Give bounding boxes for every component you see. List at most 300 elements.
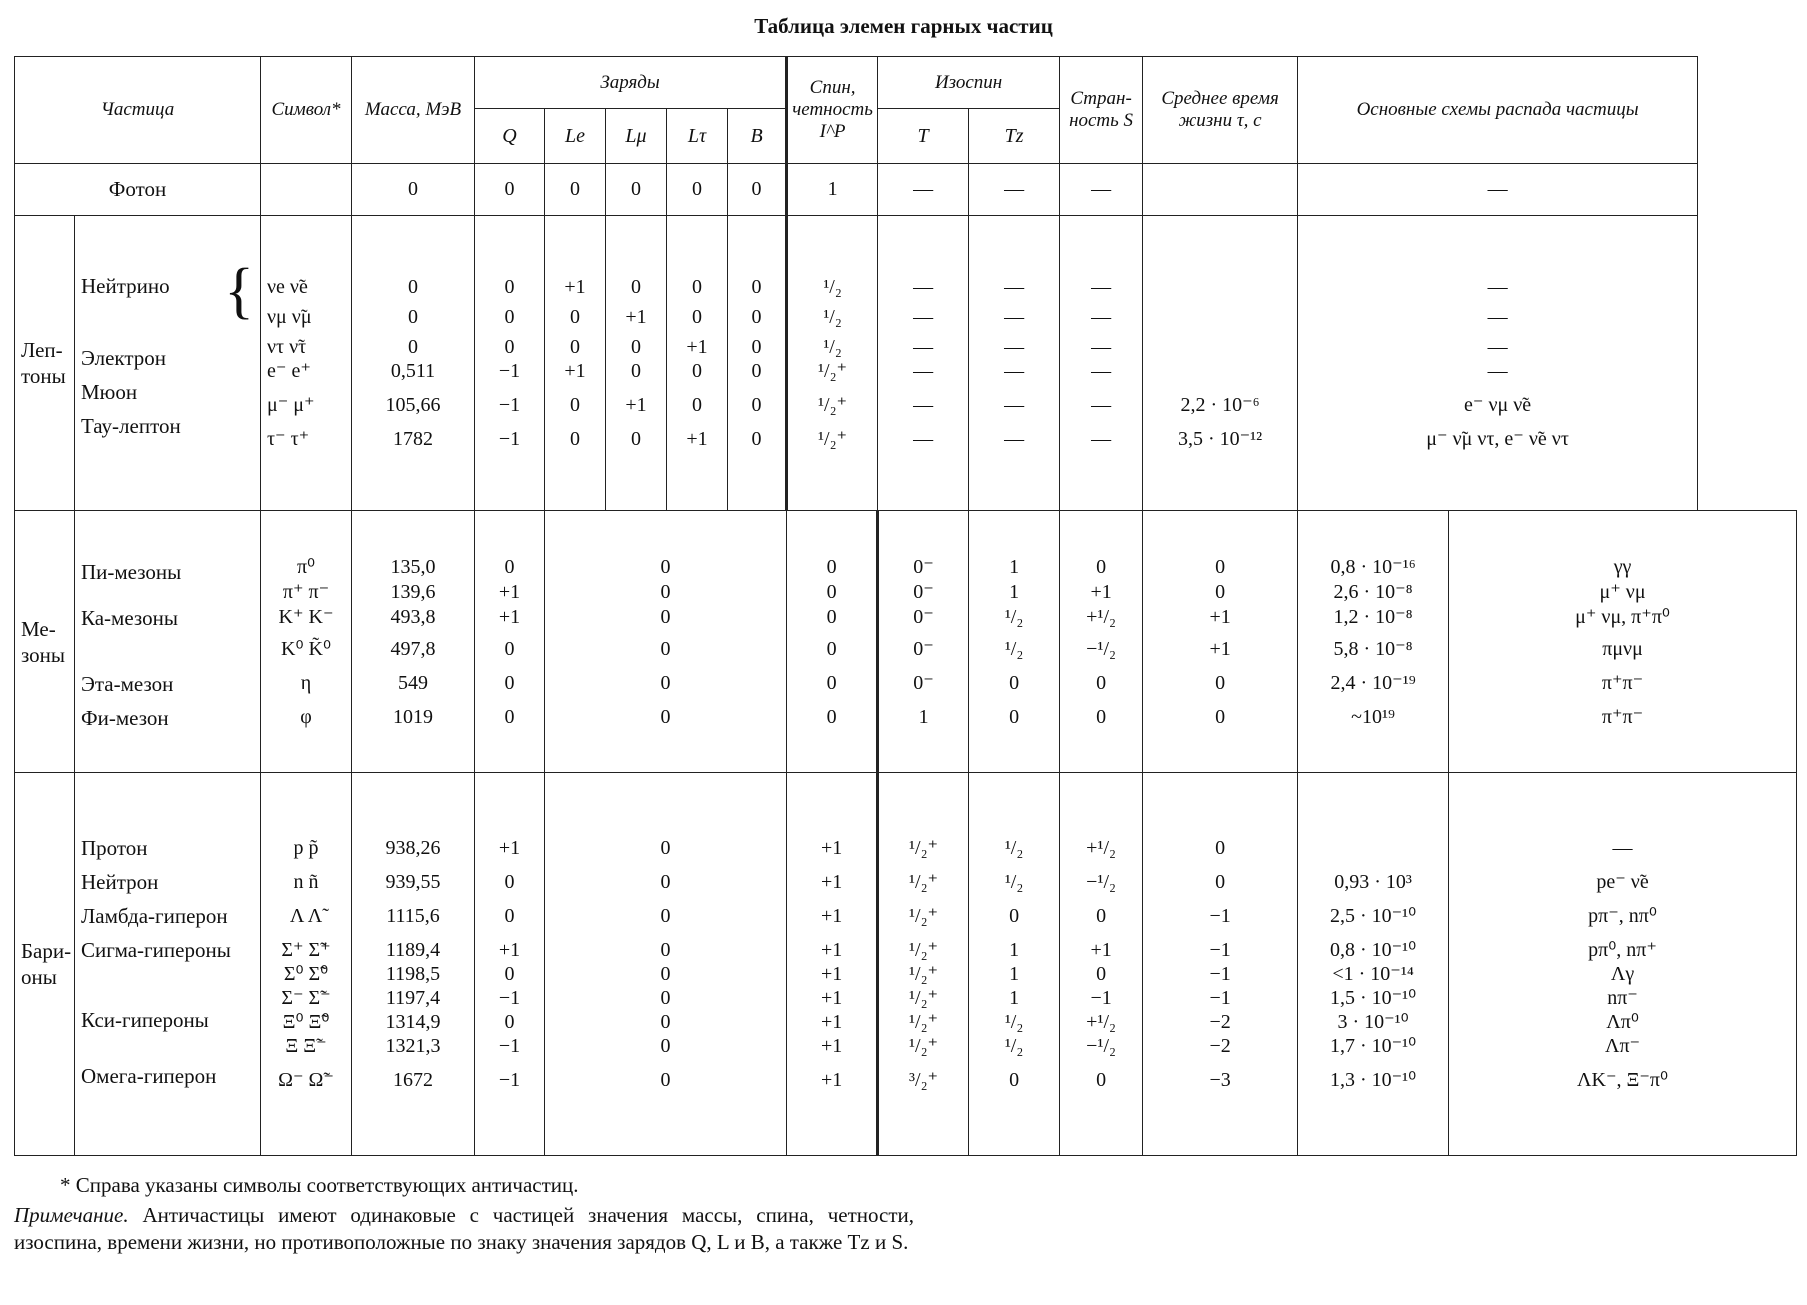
cell-value: 0 [504, 1010, 515, 1033]
cell-value: — [1091, 394, 1112, 417]
cell-value: 1,5 · 10⁻¹⁰ [1329, 986, 1417, 1009]
cell-value: pπ⁻, nπ⁰ [1588, 904, 1657, 927]
cell-value: 1019 [393, 705, 434, 728]
cell-value: 1 [918, 705, 929, 728]
cell-value: 2,4 · 10⁻¹⁹ [1330, 671, 1416, 694]
cell-value: 0 [1009, 671, 1020, 694]
cell-value: 0 [826, 580, 837, 603]
cell-value: 0 [1215, 836, 1226, 859]
cell-value: 939,55 [385, 870, 441, 893]
cell-value: — [1091, 276, 1112, 299]
cell-value: — [1004, 306, 1025, 329]
cell-value: Ω⁻ Ω̃⁻ [278, 1068, 334, 1091]
baryon-s [1143, 772, 1298, 1155]
cell-value: Λπ⁻ [1604, 1034, 1641, 1057]
mesons-names [75, 511, 261, 773]
table-title: Таблица элемен гарных частиц [754, 14, 1053, 38]
baryon-mass [352, 772, 475, 1155]
baryon-t [969, 772, 1060, 1155]
cell-value: 3 · 10⁻¹⁰ [1337, 1010, 1409, 1033]
brace-icon: { [224, 257, 255, 326]
cell-value: +1 [564, 360, 586, 383]
baryon-tz [1060, 772, 1143, 1155]
cell-value: Λγ [1610, 962, 1635, 985]
meson-spin [878, 511, 969, 773]
photon-mass: 0 [352, 163, 475, 215]
cell-value: 1314,9 [385, 1010, 441, 1033]
baryon-q [475, 772, 545, 1155]
cell-value: ¹/₂⁺ [909, 938, 939, 961]
cell-value [1143, 276, 1297, 298]
cell-value: ³/₂⁺ [909, 1068, 939, 1091]
cell-value: 0 [660, 1068, 671, 1091]
cell-value: 1672 [393, 1068, 434, 1091]
cell-value: 0 [660, 671, 671, 694]
photon-b: 0 [728, 163, 787, 215]
header-strangeness: Стран-ность S [1060, 57, 1143, 164]
cell-value: −3 [1209, 1068, 1231, 1091]
header-symbol: Символ* [261, 57, 352, 164]
cell-value: −1 [498, 394, 521, 417]
cell-value: −1 [498, 1034, 521, 1057]
header-lmu: Lμ [606, 109, 667, 163]
cell-value: 0 [1096, 962, 1107, 985]
cell-value: pπ⁰, nπ⁺ [1588, 938, 1657, 961]
cell-value [1298, 837, 1448, 859]
cell-value: ¹/₂⁺ [909, 904, 939, 927]
baryon-name-3: Сигма-гипероны [81, 937, 231, 962]
meson-t [969, 511, 1060, 773]
photon-q: 0 [475, 163, 545, 215]
cell-value: +1 [1090, 580, 1112, 603]
header-q: Q [475, 109, 545, 163]
cell-value: ¹/₂ [1004, 836, 1024, 859]
mesons-row [15, 511, 1797, 773]
baryon-b [787, 772, 878, 1155]
lepton-life [1143, 216, 1298, 511]
photon-tz: — [969, 163, 1060, 215]
cell-value: ¹/₂⁺ [909, 1034, 939, 1057]
cell-value: — [913, 276, 934, 299]
cell-value: 1 [1009, 962, 1020, 985]
cell-value: η [300, 671, 312, 694]
cell-value: ΛK⁻, Ξ⁻π⁰ [1577, 1068, 1669, 1091]
cell-value: 0 [826, 605, 837, 628]
cell-value: — [913, 336, 934, 359]
meson-name-2: Эта-мезон [81, 671, 174, 696]
baryon-name-0: Протон [81, 835, 148, 860]
cell-value: 0 [570, 394, 581, 417]
cell-value: K⁰ K̃⁰ [281, 637, 331, 660]
cell-value: γγ [1613, 555, 1632, 578]
cell-value: μ⁺ νμ, π⁺π⁰ [1575, 605, 1670, 628]
cell-value: π⁰ [296, 555, 316, 578]
header-b: B [728, 109, 787, 163]
cell-value: 0,511 [390, 360, 436, 383]
cell-value: π⁺π⁻ [1601, 705, 1644, 728]
cell-value: Σ⁻ Σ̃⁻ [281, 986, 331, 1009]
cell-value: n ñ [293, 870, 319, 893]
lepton-b [728, 216, 787, 511]
cell-value: 0 [826, 705, 837, 728]
cell-value: −1 [1209, 962, 1231, 985]
cell-value: 1198,5 [385, 962, 441, 985]
cell-value: 0 [631, 428, 642, 451]
cell-value: +1 [498, 938, 521, 961]
cell-value: 0⁻ [913, 580, 934, 603]
cell-value: 0 [631, 360, 642, 383]
cell-value: ¹/₂⁺ [818, 360, 848, 383]
cell-value: Ξ Ξ̃⁻ [285, 1034, 327, 1057]
meson-symbols [261, 511, 352, 773]
photon-lmu: 0 [606, 163, 667, 215]
cell-value: +1 [625, 394, 647, 417]
cell-value: 0 [660, 870, 671, 893]
meson-mass [352, 511, 475, 773]
cell-value: 0 [570, 428, 581, 451]
meson-decay [1449, 511, 1797, 773]
cell-value: ντ ν̃τ [267, 336, 307, 359]
cell-value: πμνμ [1602, 637, 1643, 660]
cell-value: 0 [408, 276, 419, 299]
cell-value: 938,26 [385, 836, 441, 859]
cell-value: 0 [660, 962, 671, 985]
footnote: * Справа указаны символы соответствующих античастиц. [60, 1173, 579, 1197]
header-charges: Заряды [475, 57, 787, 109]
cell-value: 493,8 [390, 605, 436, 628]
cell-value: 0 [1215, 671, 1226, 694]
cell-value: — [1004, 360, 1025, 383]
cell-value: 1,7 · 10⁻¹⁰ [1329, 1034, 1417, 1057]
cell-value: 139,6 [390, 580, 436, 603]
cell-value: 0,8 · 10⁻¹⁶ [1330, 555, 1416, 578]
cell-value: −1 [1090, 986, 1112, 1009]
photon-row [15, 163, 1797, 215]
baryon-name-5: Омега-гиперон [81, 1063, 217, 1088]
cell-value: — [1004, 276, 1025, 299]
lepton-t [878, 216, 969, 511]
cell-value: 0 [751, 394, 762, 417]
baryon-spin [878, 772, 969, 1155]
cell-value: 0 [1009, 1068, 1020, 1091]
cell-value: 2,5 · 10⁻¹⁰ [1329, 904, 1417, 927]
cell-value: 1782 [393, 428, 434, 451]
cell-value: — [1091, 336, 1112, 359]
cell-value: +¹/₂ [1086, 605, 1116, 628]
cell-value: ¹/₂ [1004, 637, 1024, 660]
baryon-name-4: Кси-гипероны [81, 1007, 209, 1032]
baryon-life [1298, 772, 1449, 1155]
cell-value: −1 [498, 360, 521, 383]
cell-value: 0 [504, 870, 515, 893]
cell-value [1143, 360, 1297, 382]
cell-value: 549 [398, 671, 429, 694]
header-decay: Основные схемы распада частицы [1298, 57, 1698, 164]
cell-value: +1 [1209, 605, 1231, 628]
cell-value: 0 [660, 580, 671, 603]
lepton-name-1: Мюон [81, 380, 138, 405]
cell-value: ¹/₂⁺ [909, 870, 939, 893]
cell-value: 0 [660, 1034, 671, 1057]
cell-value: 0,93 · 10³ [1334, 870, 1412, 893]
cell-value: 0 [660, 1010, 671, 1033]
photon-spin: 1 [787, 163, 878, 215]
lepton-lmu [606, 216, 667, 511]
cell-value: ¹/₂⁺ [818, 428, 848, 451]
cell-value: 1 [1009, 555, 1020, 578]
cell-value: — [1004, 336, 1025, 359]
cell-value: +1 [820, 1034, 843, 1057]
cell-value: μ⁻ μ⁺ [267, 394, 315, 417]
cell-value: 0 [504, 705, 515, 728]
cell-value: −¹/₂ [1086, 870, 1116, 893]
cell-value: — [913, 360, 934, 383]
cell-value: ~10¹⁹ [1351, 705, 1395, 728]
cell-value: — [1091, 306, 1112, 329]
cell-value: e⁻ e⁺ [267, 360, 311, 383]
header-tz: Tz [969, 109, 1060, 163]
cell-value: 0 [660, 705, 671, 728]
photon-ltau: 0 [667, 163, 728, 215]
cell-value: ¹/₂⁺ [909, 836, 939, 859]
photon-t: — [878, 163, 969, 215]
cell-value: e⁻ νμ ν̃e [1464, 394, 1532, 417]
cell-value: — [1091, 428, 1112, 451]
note-text: Античастицы имеют одинаковые с частицей значения массы, спина, четности, изоспина, времени жизни, но противоположные по знаку значения зарядов Q, L и B, а также Tz и S. [14, 1203, 915, 1254]
cell-value: 0 [751, 336, 762, 359]
cell-value: 0 [504, 904, 515, 927]
header-t: T [878, 109, 969, 163]
cell-value: +1 [1209, 637, 1231, 660]
cell-value: 0 [1096, 671, 1107, 694]
header-mass: Масса, МэВ [352, 57, 475, 164]
cell-value: Σ⁺ Σ̃⁺ [281, 938, 331, 961]
meson-q [475, 511, 545, 773]
cell-value: 0 [1096, 555, 1107, 578]
cell-value: +1 [820, 938, 843, 961]
cell-value: 0 [660, 938, 671, 961]
cell-value: 0 [751, 276, 762, 299]
cell-value [1143, 306, 1297, 328]
cell-value: νe ν̃e [267, 276, 308, 299]
cell-value: — [1487, 360, 1508, 383]
baryons-group: Бари-оны [15, 772, 75, 1155]
cell-value: 0 [504, 276, 515, 299]
cell-value: +1 [498, 836, 521, 859]
cell-value: π⁺π⁻ [1601, 671, 1644, 694]
cell-value: 0 [751, 306, 762, 329]
lepton-mass [352, 216, 475, 511]
header-le: Le [545, 109, 606, 163]
cell-value: — [1004, 394, 1025, 417]
cell-value: — [1487, 336, 1508, 359]
cell-value: +1 [1090, 938, 1112, 961]
cell-value: — [913, 306, 934, 329]
cell-value: ¹/₂ [823, 276, 842, 299]
cell-value: 0 [1009, 904, 1020, 927]
baryon-name-2: Ламбда-гиперон [81, 903, 228, 928]
cell-value: ¹/₂ [1004, 1010, 1024, 1033]
cell-value: 0 [1215, 705, 1226, 728]
cell-value: Ξ⁰ Ξ̃⁰ [282, 1010, 330, 1033]
cell-value: p p̃ [293, 836, 319, 859]
cell-value: 0 [660, 555, 671, 578]
cell-value: 1 [1009, 580, 1020, 603]
cell-value: −1 [498, 428, 521, 451]
cell-value: +¹/₂ [1086, 1010, 1116, 1033]
baryons-row [15, 772, 1797, 1155]
lepton-s [1060, 216, 1143, 511]
cell-value: 0 [692, 276, 703, 299]
cell-value: τ⁻ τ⁺ [267, 428, 310, 451]
lepton-spin [787, 216, 878, 511]
photon-le: 0 [545, 163, 606, 215]
cell-value: 0 [751, 428, 762, 451]
cell-value: 105,66 [385, 394, 441, 417]
lepton-name-2: Тау-лептон [81, 414, 181, 439]
cell-value: −¹/₂ [1086, 637, 1116, 660]
cell-value: 0 [570, 336, 581, 359]
lepton-name-neutrino: Нейтрино [81, 274, 170, 299]
cell-value: 0 [1215, 580, 1226, 603]
baryons-names [75, 772, 261, 1155]
cell-value: +1 [625, 306, 647, 329]
cell-value: 497,8 [390, 637, 436, 660]
cell-value: ¹/₂⁺ [818, 394, 848, 417]
lepton-ltau [667, 216, 728, 511]
header-ltau: Lτ [667, 109, 728, 163]
cell-value: 0 [504, 671, 515, 694]
cell-value: +1 [820, 1010, 843, 1033]
cell-value: 0 [631, 276, 642, 299]
header-spin: Спин, четность I^P [787, 57, 878, 164]
baryon-decay [1449, 772, 1797, 1155]
note [14, 1202, 914, 1256]
cell-value: +1 [564, 276, 586, 299]
lepton-decay [1298, 216, 1698, 511]
cell-value: +1 [820, 870, 843, 893]
cell-value: 0,8 · 10⁻¹⁰ [1329, 938, 1417, 961]
cell-value: 0 [408, 336, 419, 359]
cell-value: Λπ⁰ [1606, 1010, 1639, 1033]
cell-value: 0 [692, 360, 703, 383]
cell-value: Σ⁰ Σ̃⁰ [283, 962, 329, 985]
cell-value: 0 [631, 336, 642, 359]
cell-value: 0 [660, 904, 671, 927]
particles-table [14, 56, 1797, 1156]
cell-value: 0 [1009, 705, 1020, 728]
cell-value: 3,5 · 10⁻¹² [1177, 428, 1263, 451]
cell-value: K⁺ K⁻ [278, 605, 334, 628]
cell-value: −1 [1209, 938, 1231, 961]
meson-b [787, 511, 878, 773]
cell-value: 0⁻ [913, 671, 934, 694]
cell-value: 0 [570, 306, 581, 329]
photon-s: — [1060, 163, 1143, 215]
cell-value: 0 [660, 637, 671, 660]
cell-value: — [913, 394, 934, 417]
cell-value: — [913, 428, 934, 451]
header-isospin: Изоспин [878, 57, 1060, 109]
cell-value: 0 [1215, 870, 1226, 893]
cell-value: −1 [498, 1068, 521, 1091]
cell-value: 0 [504, 306, 515, 329]
cell-value: φ [300, 705, 312, 728]
cell-value: ¹/₂⁺ [909, 986, 939, 1009]
baryon-symbols [261, 772, 352, 1155]
cell-value: −1 [1209, 986, 1231, 1009]
photon-life [1143, 163, 1298, 215]
lepton-tz [969, 216, 1060, 511]
cell-value: 0 [504, 555, 515, 578]
baryon-l [545, 772, 787, 1155]
cell-value: μ⁻ ν̃μ ντ, e⁻ ν̃e ντ [1426, 428, 1569, 451]
meson-tz [1060, 511, 1143, 773]
meson-name-3: Фи-мезон [81, 705, 169, 730]
cell-value: 0⁻ [913, 555, 934, 578]
cell-value: −2 [1209, 1034, 1231, 1057]
cell-value: 135,0 [390, 555, 436, 578]
meson-s [1143, 511, 1298, 773]
photon-symbol [261, 163, 352, 215]
cell-value: — [1612, 836, 1633, 859]
cell-value: μ⁺ νμ [1599, 580, 1646, 603]
cell-value: pe⁻ ν̃e [1596, 870, 1649, 893]
cell-value: ¹/₂⁺ [909, 1010, 939, 1033]
cell-value: 0 [408, 306, 419, 329]
cell-value: ¹/₂⁺ [909, 962, 939, 985]
leptons-names [75, 216, 261, 511]
baryon-name-1: Нейтрон [81, 869, 159, 894]
cell-value: +1 [498, 605, 521, 628]
cell-value: +¹/₂ [1086, 836, 1116, 859]
cell-value: 0 [504, 336, 515, 359]
cell-value: +1 [820, 986, 843, 1009]
cell-value: 0⁻ [913, 605, 934, 628]
cell-value: 0 [504, 962, 515, 985]
leptons-row [15, 216, 1797, 511]
cell-value: ¹/₂ [823, 336, 842, 359]
cell-value: 0 [660, 836, 671, 859]
header-particle: Частица [15, 57, 261, 164]
cell-value [1143, 336, 1297, 358]
cell-value: +1 [820, 904, 843, 927]
cell-value: −1 [1209, 904, 1231, 927]
cell-value: 0 [1096, 904, 1107, 927]
cell-value: 0 [1215, 555, 1226, 578]
meson-name-0: Пи-мезоны [81, 559, 182, 584]
cell-value: 0 [826, 671, 837, 694]
cell-value: 0 [826, 637, 837, 660]
cell-value: <1 · 10⁻¹⁴ [1332, 962, 1414, 985]
cell-value: 0 [826, 555, 837, 578]
cell-value: 2,2 · 10⁻⁶ [1180, 394, 1260, 417]
photon-decay: — [1298, 163, 1698, 215]
leptons-group: Леп-тоны [15, 216, 75, 511]
meson-l [545, 511, 787, 773]
cell-value: −¹/₂ [1086, 1034, 1116, 1057]
photon-name: Фотон [15, 163, 261, 215]
cell-value: — [1487, 306, 1508, 329]
mesons-group: Ме-зоны [15, 511, 75, 773]
cell-value: — [1004, 428, 1025, 451]
cell-value: −1 [498, 986, 521, 1009]
cell-value: +1 [498, 580, 521, 603]
cell-value: ¹/₂ [1004, 870, 1024, 893]
cell-value: +1 [820, 962, 843, 985]
header-lifetime: Среднее время жизни τ, с [1143, 57, 1298, 164]
cell-value: π⁺ π⁻ [282, 580, 330, 603]
